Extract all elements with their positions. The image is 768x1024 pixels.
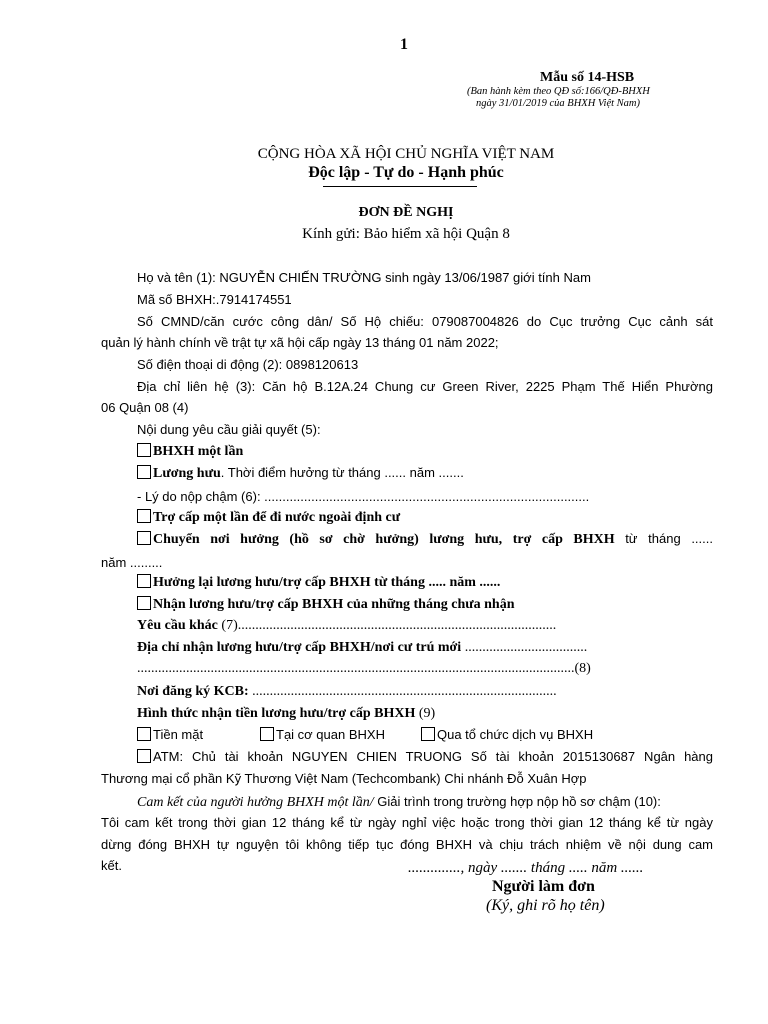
applicant-name: Họ và tên (1): NGUYỄN CHIẾN TRƯỜNG sinh ngày 13/06/1987 giới tính Nam (137, 270, 591, 285)
new-address-label: Địa chỉ nhận lương hưu/trợ cấp BHXH/nơi cư trú mới (137, 640, 462, 655)
request-heading: Nội dung yêu cầu giải quyết (5): (137, 422, 321, 437)
method-atm[interactable] (137, 749, 713, 764)
applicant-address-line2: 06 Quận 08 (4) (101, 400, 189, 415)
applicant-bhxh: Mã số BHXH:.7914174551 (137, 292, 292, 307)
method-label: Qua tổ chức dịch vụ BHXH (437, 727, 594, 742)
method-service[interactable] (421, 727, 593, 742)
signature-signer: Người làm đơn (492, 878, 595, 895)
kcb (137, 684, 557, 700)
commitment-line4: kết. (101, 858, 122, 873)
signature-instruction: (Ký, ghi rõ họ tên) (486, 897, 605, 914)
option-bhxh-once[interactable] (137, 443, 243, 460)
other-request-dots: (7)........................................................................................... (217, 618, 557, 633)
national-motto: Độc lập - Tự do - Hạnh phúc (308, 164, 504, 181)
late-reason: - Lý do nộp chậm (6): .......................................................................................... (137, 489, 590, 504)
kcb-label: Nơi đăng ký KCB: (137, 684, 249, 699)
other-request (137, 618, 556, 634)
checkbox[interactable] (137, 749, 151, 763)
signature-date: .............., ngày ....... tháng ..... năm ...... (408, 860, 644, 876)
payment-method-note: (9) (415, 706, 436, 721)
checkbox[interactable] (137, 596, 151, 610)
commitment-line3: dừng đóng BHXH tự nguyện tôi không tiếp tục đóng BHXH và chịu trách nhiệm về nội dung cam (101, 837, 713, 852)
option-label: Lương hưu (153, 466, 221, 481)
checkbox[interactable] (137, 727, 151, 741)
option-transfer[interactable] (137, 531, 713, 548)
other-request-label: Yêu cầu khác (137, 618, 218, 633)
new-address-dots: ................................... (461, 640, 588, 655)
checkbox[interactable] (137, 465, 151, 479)
applicant-id-line2: quản lý hành chính về trật tự xã hội cấp ngày 13 tháng 01 năm 2022; (101, 335, 499, 350)
checkbox[interactable] (421, 727, 435, 741)
payment-method-label: Hình thức nhận tiền lương hưu/trợ cấp BHXH (137, 706, 416, 721)
new-address (137, 640, 587, 656)
method-label: Tiền mặt (153, 727, 204, 742)
payment-method (137, 706, 435, 722)
option-resume[interactable] (137, 574, 500, 591)
method-label: Tại cơ quan BHXH (276, 727, 385, 742)
form-issued-line2: ngày 31/01/2019 của BHXH Việt Nam) (476, 98, 640, 109)
option-pension[interactable] (137, 465, 464, 482)
atm-line1: ATM: Chủ tài khoản NGUYEN CHIEN TRUONG Số tài khoản 2015130687 Ngân hàng (153, 749, 713, 764)
kcb-dots: ....................................................................................... (248, 684, 557, 699)
doc-recipient: Kính gửi: Bảo hiểm xã hội Quận 8 (302, 226, 510, 242)
method-office[interactable] (260, 727, 385, 742)
national-title: CỘNG HÒA XÃ HỘI CHỦ NGHĨA VIỆT NAM (257, 146, 555, 162)
applicant-id-line1: Số CMND/căn cước công dân/ Số Hộ chiếu: 079087004826 do Cục trưởng Cục cảnh sát (137, 314, 713, 329)
option-detail: từ tháng ...... (625, 531, 713, 546)
option-transfer-line2: năm ......... (101, 555, 163, 570)
option-label: BHXH một lần (153, 444, 244, 459)
doc-title: ĐƠN ĐỀ NGHỊ (358, 205, 454, 220)
option-unreceived[interactable] (137, 596, 514, 613)
form-issued-line1: (Ban hành kèm theo QĐ số:166/QĐ-BHXH (467, 86, 650, 97)
checkbox[interactable] (137, 443, 151, 457)
motto-underline (323, 186, 477, 187)
form-code: Mẫu số 14-HSB (540, 70, 635, 85)
atm-line2: Thương mại cổ phần Kỹ Thương Việt Nam (Techcombank) Chi nhánh Đỗ Xuân Hợp (101, 771, 587, 786)
checkbox[interactable] (137, 531, 151, 545)
commitment-explain: Giải trình trong trường hợp nộp hồ sơ chậm (10): (373, 794, 661, 809)
option-label: Hưởng lại lương hưu/trợ cấp BHXH từ tháng ..... năm ...... (153, 575, 501, 590)
commitment-italic: Cam kết của người hưởng BHXH một lần/ (137, 795, 374, 810)
page-number: 1 (400, 36, 408, 53)
option-abroad[interactable] (137, 509, 400, 526)
checkbox[interactable] (260, 727, 274, 741)
checkbox[interactable] (137, 509, 151, 523)
checkbox[interactable] (137, 574, 151, 588)
option-label: Trợ cấp một lần để đi nước ngoài định cư (153, 510, 401, 525)
commitment-line2: Tôi cam kết trong thời gian 12 tháng kể từ ngày nghỉ việc hoặc trong thời gian 12 tháng kể từ ngày (101, 815, 713, 830)
method-cash[interactable] (137, 727, 203, 742)
option-label: Nhận lương hưu/trợ cấp BHXH của những tháng chưa nhận (153, 597, 515, 612)
option-label: Chuyển nơi hưởng (hồ sơ chờ hưởng) lương hưu, trợ cấp BHXH (153, 532, 615, 547)
applicant-phone: Số điện thoại di động (2): 0898120613 (137, 357, 359, 372)
applicant-address-line1: Địa chỉ liên hệ (3): Căn hộ B.12A.24 Chung cư Green River, 2225 Phạm Thế Hiển Phường (137, 379, 713, 394)
new-address-line2: .............................................................................................................................(8) (137, 661, 591, 676)
commitment-heading (137, 794, 661, 811)
option-detail: . Thời điểm hưởng từ tháng ...... năm ....... (220, 465, 464, 480)
